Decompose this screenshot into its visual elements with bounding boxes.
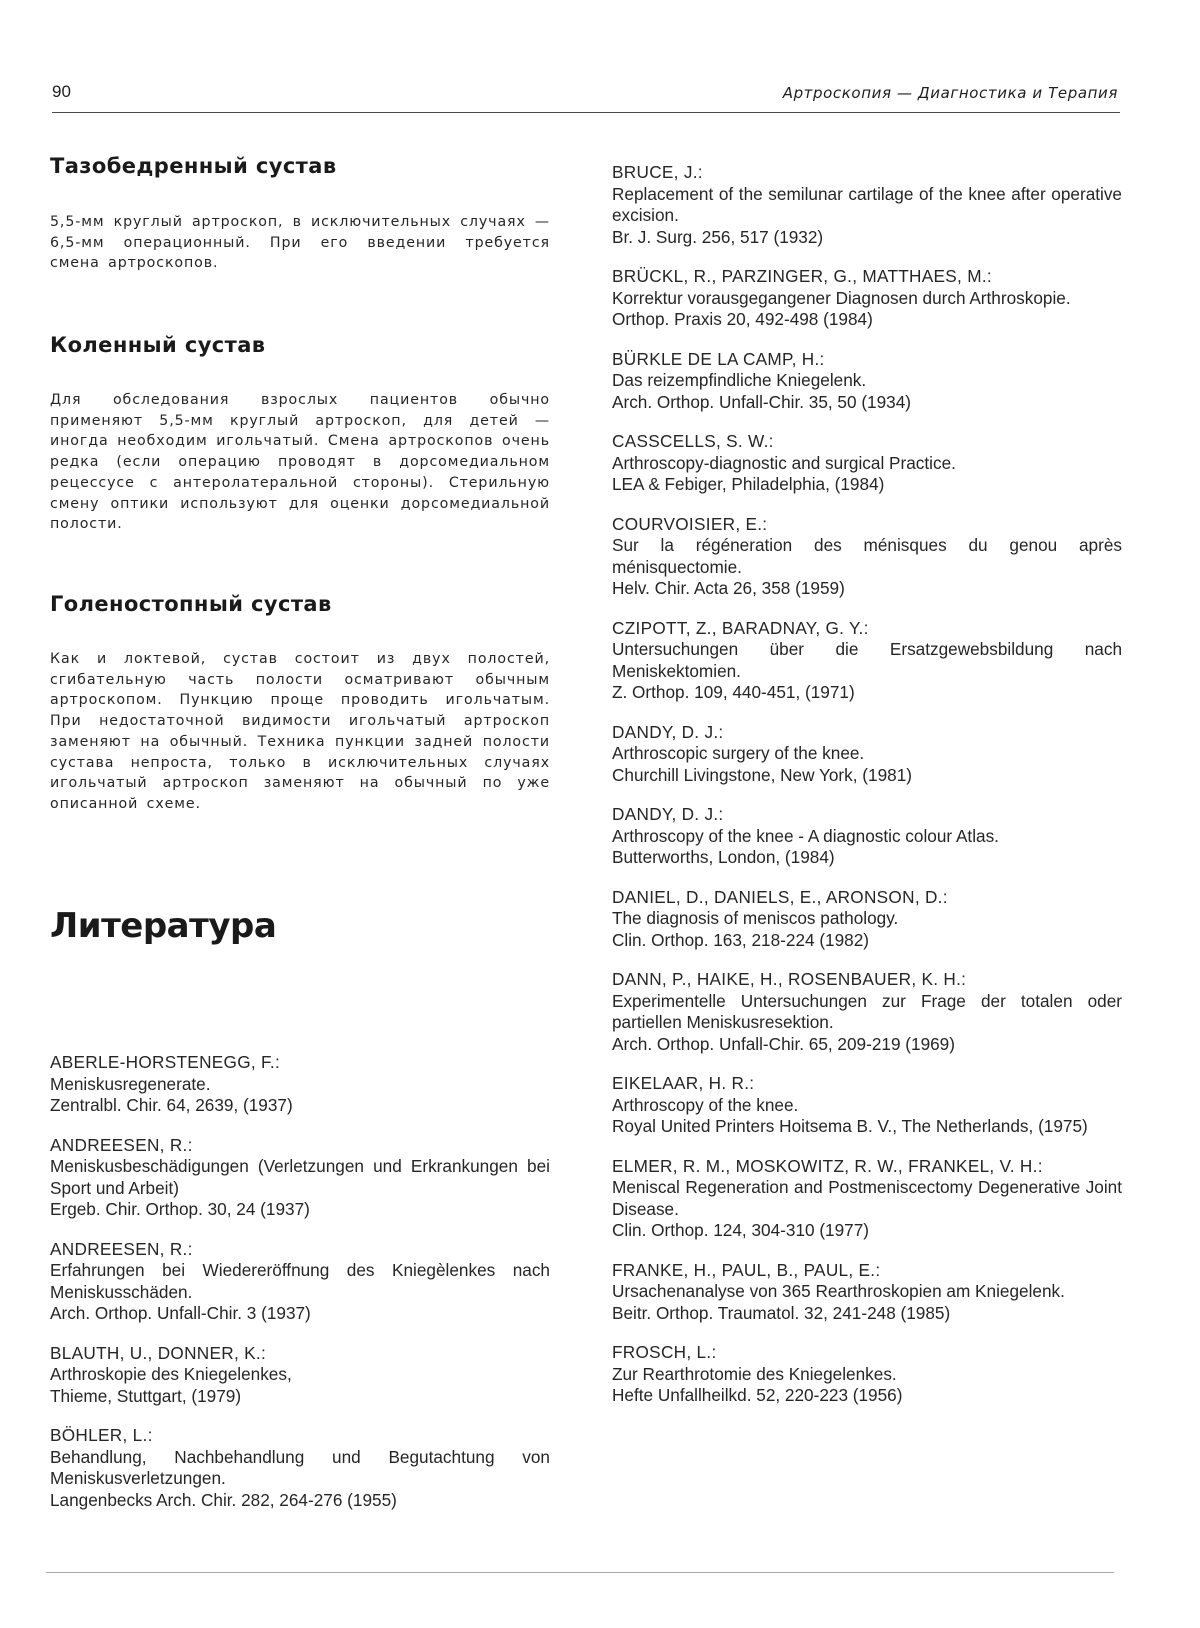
reference-line: Clin. Orthop. 124, 304-310 (1977) <box>612 1220 870 1240</box>
reference-line: Butterworths, London, (1984) <box>612 847 835 867</box>
reference-authors: FROSCH, L.: <box>612 1342 717 1362</box>
reference-line: The diagnosis of meniscos pathology. <box>612 908 899 928</box>
reference-list-left <box>50 1052 550 1529</box>
footer-rule <box>46 1572 1114 1573</box>
reference-line: Korrektur vorausgegangener Diagnosen durch Arthroskopie. <box>612 287 1071 308</box>
reference-line: Arthroscopy of the knee. <box>612 1094 799 1115</box>
reference-line: Das reizempfindliche Kniegelenk. <box>612 370 867 390</box>
reference-authors: BRÜCKL, R., PARZINGER, G., MATTHAES, M.: <box>612 266 992 286</box>
reference-line: Langenbecks Arch. Chir. 282, 264-276 (1955) <box>50 1489 397 1510</box>
reference-line: Arch. Orthop. Unfall-Chir. 35, 50 (1934) <box>612 391 912 412</box>
reference-entry <box>612 266 1122 331</box>
reference-entry <box>50 1052 550 1117</box>
reference-authors: ANDREESEN, R.: <box>50 1134 193 1155</box>
reference-entry <box>612 431 1122 496</box>
reference-line: Untersuchungen über die Ersatzgewebsbildung nach Meniskektomien. <box>612 639 1122 681</box>
reference-entry <box>612 162 1122 248</box>
literature-heading: Литература <box>50 906 277 946</box>
reference-line: Meniscal Regeneration and Postmeniscectomy Degenerative Joint Disease. <box>612 1177 1122 1219</box>
reference-entry <box>612 804 1122 869</box>
section-heading-knee: Коленный сустав <box>50 333 266 357</box>
reference-line: Clin. Orthop. 163, 218-224 (1982) <box>612 929 870 950</box>
reference-entry <box>50 1343 550 1408</box>
reference-entry <box>50 1425 550 1511</box>
reference-line: Royal United Printers Hoitsema B. V., The Netherlands, (1975) <box>612 1116 1088 1136</box>
reference-authors: ELMER, R. M., MOSKOWITZ, R. W., FRANKEL, V. H.: <box>612 1155 1043 1176</box>
reference-line: Arch. Orthop. Unfall-Chir. 3 (1937) <box>50 1303 311 1323</box>
running-title: Артроскопия — Диагностика и Терапия <box>782 84 1118 102</box>
section-heading-hip: Тазобедренный сустав <box>50 154 337 178</box>
reference-line: Orthop. Praxis 20, 492-498 (1984) <box>612 309 873 329</box>
section-heading-ankle: Голеностопный сустав <box>50 592 332 616</box>
reference-line: Arch. Orthop. Unfall-Chir. 65, 209-219 (1969) <box>612 1033 955 1054</box>
section-body-knee: Для обследования взрослых пациентов обычно применяют 5,5-мм круглый артроскоп, для детей — иногда необходим игольчатый. Смена артроскопов очень редка (если операцию проводят в дорсомедиальном рецессусе с антеролатеральной стороны). Стерильную смену оптики используют для оценки дорсомедиальной полости. <box>50 392 550 533</box>
section-body-ankle: Как и локтевой, сустав состоит из двух полостей, сгибательную часть полости осматривают обычным артроскопом. Пункцию проще проводить игольчатым. При недостаточной видимости игольчатый артроскоп заменяют на обычный. Техника пункции задней полости сустава непроста, только в исключительных случаях игольчатый артроскоп заменяют на обычный по уже описанной схеме. <box>50 651 550 812</box>
reference-authors: ANDREESEN, R.: <box>50 1238 193 1259</box>
reference-line: Arthroscopy of the knee - A diagnostic colour Atlas. <box>612 825 999 846</box>
section-body-hip: 5,5-мм круглый артроскоп, в исключительных случаях — 6,5-мм операционный. При его введении требуется смена артроскопов. <box>50 214 550 272</box>
reference-line: Meniskusregenerate. <box>50 1073 211 1094</box>
reference-line: Zentralbl. Chir. 64, 2639, (1937) <box>50 1095 293 1115</box>
reference-entry <box>612 722 1122 787</box>
reference-entry <box>612 349 1122 414</box>
reference-authors: EIKELAAR, H. R.: <box>612 1073 755 1093</box>
reference-authors: DANN, P., HAIKE, H., ROSENBAUER, K. H.: <box>612 969 967 989</box>
reference-authors: ABERLE-HORSTENEGG, F.: <box>50 1052 281 1072</box>
reference-line: Arthroscopy-diagnostic and surgical Practice. <box>612 452 956 473</box>
page-header <box>52 82 1120 113</box>
reference-entry <box>50 1135 550 1221</box>
reference-line: Arthroskopie des Kniegelenkes, <box>50 1364 292 1384</box>
reference-line: Erfahrungen bei Wiedereröffnung des Kniegèlenkes nach Meniskusschäden. <box>50 1260 550 1302</box>
reference-authors: BRUCE, J.: <box>612 162 703 182</box>
reference-entry <box>612 514 1122 600</box>
reference-line: Br. J. Surg. 256, 517 (1932) <box>612 226 824 247</box>
reference-entry <box>612 1156 1122 1242</box>
reference-entry <box>50 1239 550 1325</box>
reference-entry <box>612 1342 1122 1407</box>
reference-line: Thieme, Stuttgart, (1979) <box>50 1385 242 1406</box>
reference-authors: CZIPOTT, Z., BARADNAY, G. Y.: <box>612 617 869 638</box>
reference-line: Meniskusbeschädigungen (Verletzungen und Erkrankungen bei Sport und Arbeit) <box>50 1156 550 1198</box>
reference-line: Behandlung, Nachbehandlung und Begutachtung von Meniskusverletzungen. <box>50 1446 550 1488</box>
reference-line: Z. Orthop. 109, 440-451, (1971) <box>612 682 855 702</box>
reference-authors: BÜRKLE DE LA CAMP, H.: <box>612 348 825 369</box>
reference-line: Churchill Livingstone, New York, (1981) <box>612 764 912 785</box>
reference-authors: BLAUTH, U., DONNER, K.: <box>50 1342 267 1363</box>
reference-entry <box>612 1073 1122 1138</box>
reference-line: Sur la régéneration des ménisques du genou après ménisquectomie. <box>612 535 1122 577</box>
reference-line: LEA & Febiger, Philadelphia, (1984) <box>612 474 885 494</box>
reference-entry <box>612 887 1122 952</box>
reference-line: Ursachenanalyse von 365 Rearthroskopien am Kniegelenk. <box>612 1281 1065 1301</box>
reference-line: Ergeb. Chir. Orthop. 30, 24 (1937) <box>50 1199 310 1219</box>
reference-line: Helv. Chir. Acta 26, 358 (1959) <box>612 578 845 598</box>
reference-line: Arthroscopic surgery of the knee. <box>612 743 865 763</box>
reference-line: Replacement of the semilunar cartilage of the knee after operative excision. <box>612 183 1122 225</box>
page-number: 90 <box>52 82 71 101</box>
reference-authors: DANIEL, D., DANIELS, E., ARONSON, D.: <box>612 886 948 907</box>
reference-entry <box>612 969 1122 1055</box>
right-column <box>612 162 1122 1425</box>
reference-entry <box>612 618 1122 704</box>
reference-authors: COURVOISIER, E.: <box>612 513 768 534</box>
reference-authors: FRANKE, H., PAUL, B., PAUL, E.: <box>612 1259 881 1280</box>
reference-line: Experimentelle Untersuchungen zur Frage der totalen oder partiellen Meniskusresektion. <box>612 990 1122 1032</box>
reference-line: Beitr. Orthop. Traumatol. 32, 241-248 (1985) <box>612 1302 951 1323</box>
reference-line: Hefte Unfallheilkd. 52, 220-223 (1956) <box>612 1385 903 1405</box>
reference-entry <box>612 1260 1122 1325</box>
reference-authors: DANDY, D. J.: <box>612 721 724 742</box>
reference-authors: BÖHLER, L.: <box>50 1425 153 1445</box>
reference-authors: DANDY, D. J.: <box>612 804 724 824</box>
reference-authors: CASSCELLS, S. W.: <box>612 431 774 451</box>
reference-line: Zur Rearthrotomie des Kniegelenkes. <box>612 1363 897 1384</box>
